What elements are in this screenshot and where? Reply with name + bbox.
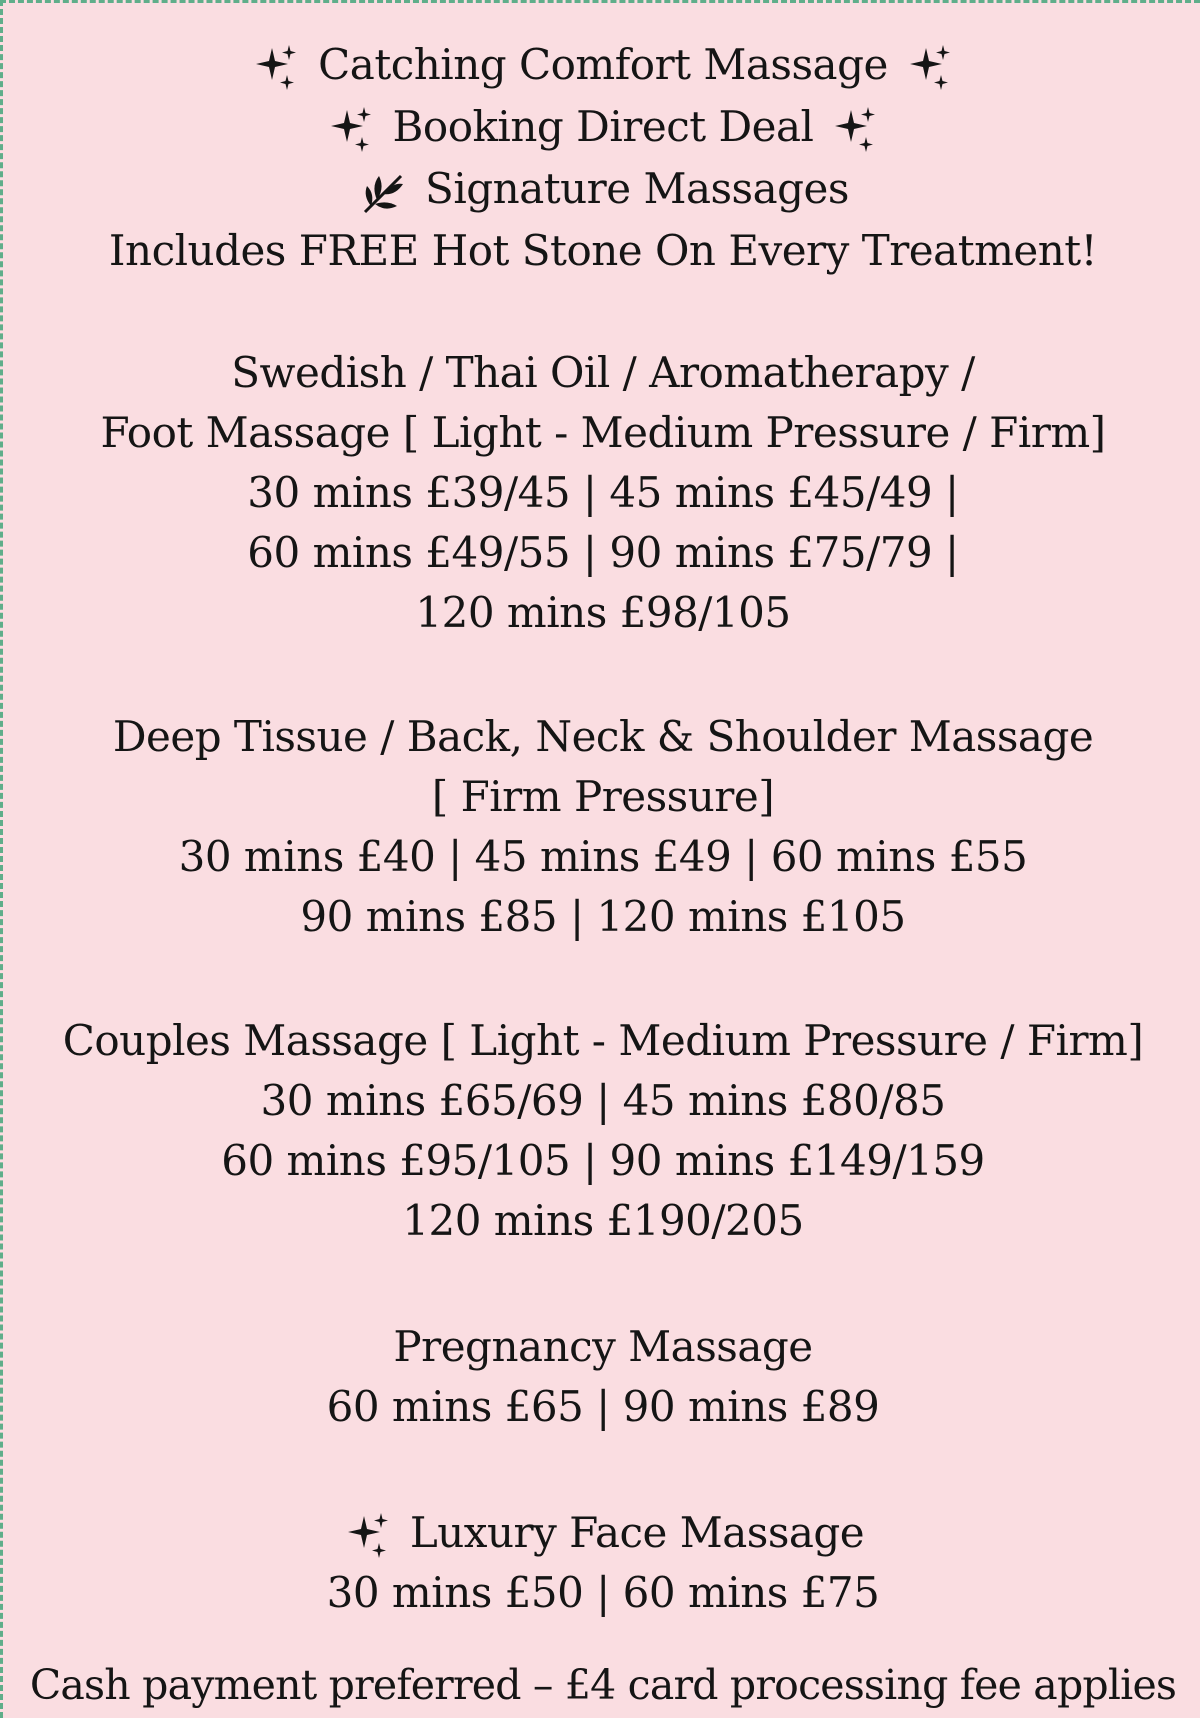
sparkles-icon — [904, 42, 956, 94]
price-line: 60 mins £95/105 | 90 mins £149/159 — [221, 1136, 985, 1185]
promo-text: Includes FREE Hot Stone On Every Treatment! — [108, 226, 1098, 275]
sparkles-icon — [829, 104, 881, 156]
payment-note: Cash payment preferred – £4 card processing fee applies — [29, 1661, 1177, 1709]
price-line: 30 mins £40 | 45 mins £49 | 60 mins £55 — [178, 832, 1028, 881]
price-line: 90 mins £85 | 120 mins £105 — [300, 892, 906, 941]
price-line: 60 mins £49/55 | 90 mins £75/79 | — [247, 528, 959, 577]
price-line: 60 mins £65 | 90 mins £89 — [326, 1382, 880, 1431]
service-line: Deep Tissue / Back, Neck & Shoulder Massage — [112, 712, 1094, 761]
service-line: [ Firm Pressure] — [431, 772, 775, 821]
price-line: 30 mins £65/69 | 45 mins £80/85 — [260, 1076, 946, 1125]
leaf-branch-icon — [357, 166, 409, 218]
service-line: Foot Massage [ Light - Medium Pressure / Firm] — [100, 408, 1106, 457]
page-title: Catching Comfort Massage — [318, 40, 888, 89]
service-line: Couples Massage [ Light - Medium Pressure / Firm] — [62, 1016, 1144, 1065]
page-subtitle: Booking Direct Deal — [392, 102, 814, 151]
price-line: 120 mins £98/105 — [415, 588, 791, 637]
section-label-line — [3, 159, 1200, 219]
sparkles-icon — [250, 42, 302, 94]
price-line: 30 mins £39/45 | 45 mins £45/49 | — [247, 468, 959, 517]
subtitle-line — [3, 97, 1200, 157]
face-massage-heading — [3, 1503, 1200, 1563]
service-line: Swedish / Thai Oil / Aromatherapy / — [231, 348, 975, 397]
price-line: 120 mins £190/205 — [402, 1196, 804, 1245]
sparkles-icon — [325, 104, 377, 156]
sparkles-icon — [342, 1510, 394, 1562]
price-line: 30 mins £50 | 60 mins £75 — [326, 1568, 880, 1617]
service-line: Luxury Face Massage — [409, 1508, 865, 1557]
title-line — [3, 35, 1200, 95]
section-label: Signature Massages — [425, 164, 849, 213]
service-line: Pregnancy Massage — [393, 1322, 813, 1371]
